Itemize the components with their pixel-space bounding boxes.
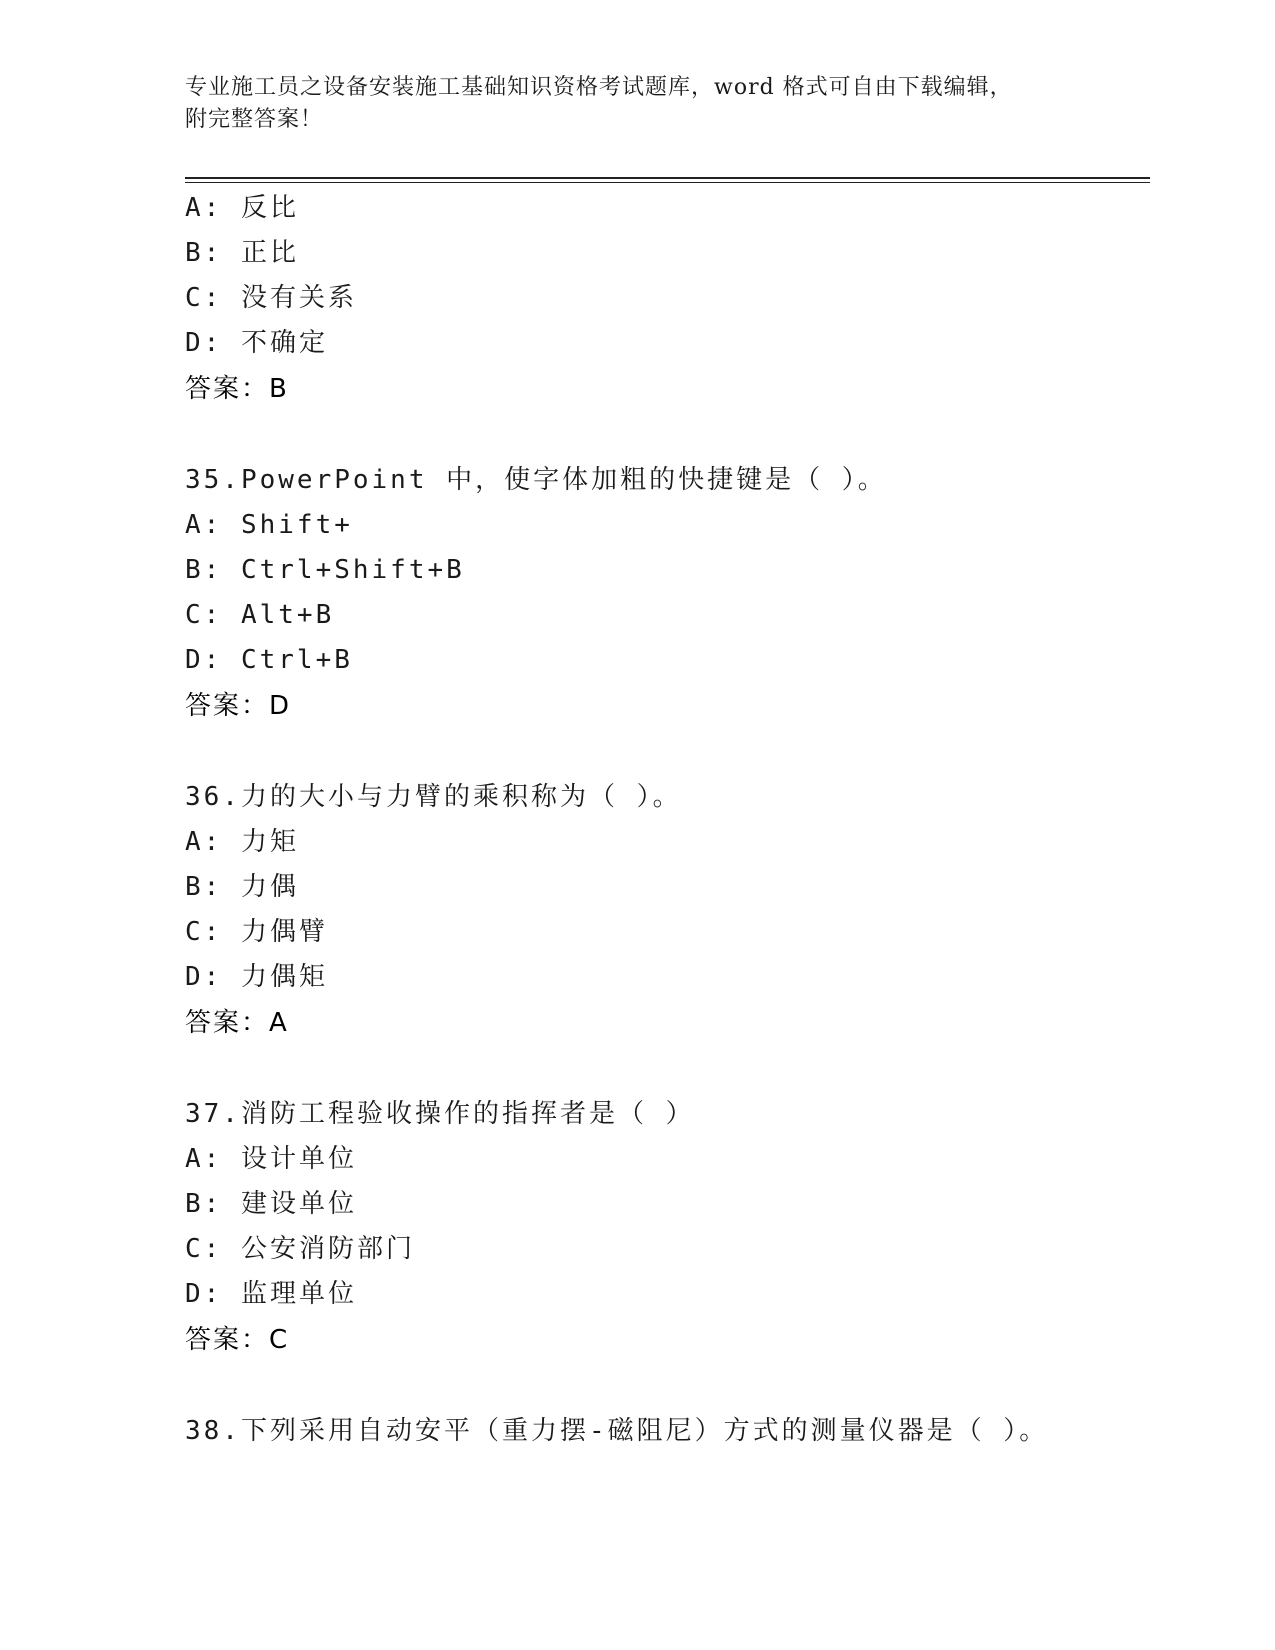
answer-line: 答案：B [185,374,289,404]
question-36: 36.力的大小与力臂的乘积称为（ ）。 [185,782,682,812]
option-b: B: Ctrl+Shift+B [185,555,465,585]
option-d: D: Ctrl+B [185,645,353,675]
header-line-2: 附完整答案！ [185,107,324,132]
option-b: B: 建设单位 [185,1189,357,1219]
option-b: B: 力偶 [185,872,299,902]
answer-line: 答案：D [185,691,292,721]
option-c: C: Alt+B [185,600,335,630]
option-a: A: 设计单位 [185,1144,357,1174]
answer-line: 答案：A [185,1008,289,1038]
question-35: 35.PowerPoint 中，使字体加粗的快捷键是（ ）。 [185,465,887,495]
question-38: 38.下列采用自动安平（重力摆-磁阻尼）方式的测量仪器是（ ）。 [185,1416,1049,1446]
option-b: B: 正比 [185,238,299,268]
question-37: 37.消防工程验收操作的指挥者是（ ） [185,1099,695,1129]
option-d: D: 力偶矩 [185,962,328,992]
option-a: A: 反比 [185,193,299,223]
option-c: C: 没有关系 [185,283,357,313]
option-c: C: 力偶臂 [185,917,328,947]
header-divider-thin [185,182,1150,183]
option-d: D: 监理单位 [185,1279,357,1309]
option-d: D: 不确定 [185,328,328,358]
answer-line: 答案：C [185,1325,290,1355]
header-line-1: 专业施工员之设备安装施工基础知识资格考试题库，word 格式可自由下载编辑， [185,75,1013,100]
option-a: A: Shift+ [185,510,353,540]
option-a: A: 力矩 [185,827,299,857]
option-c: C: 公安消防部门 [185,1234,415,1264]
document-header [185,72,1065,136]
header-divider [185,177,1150,179]
